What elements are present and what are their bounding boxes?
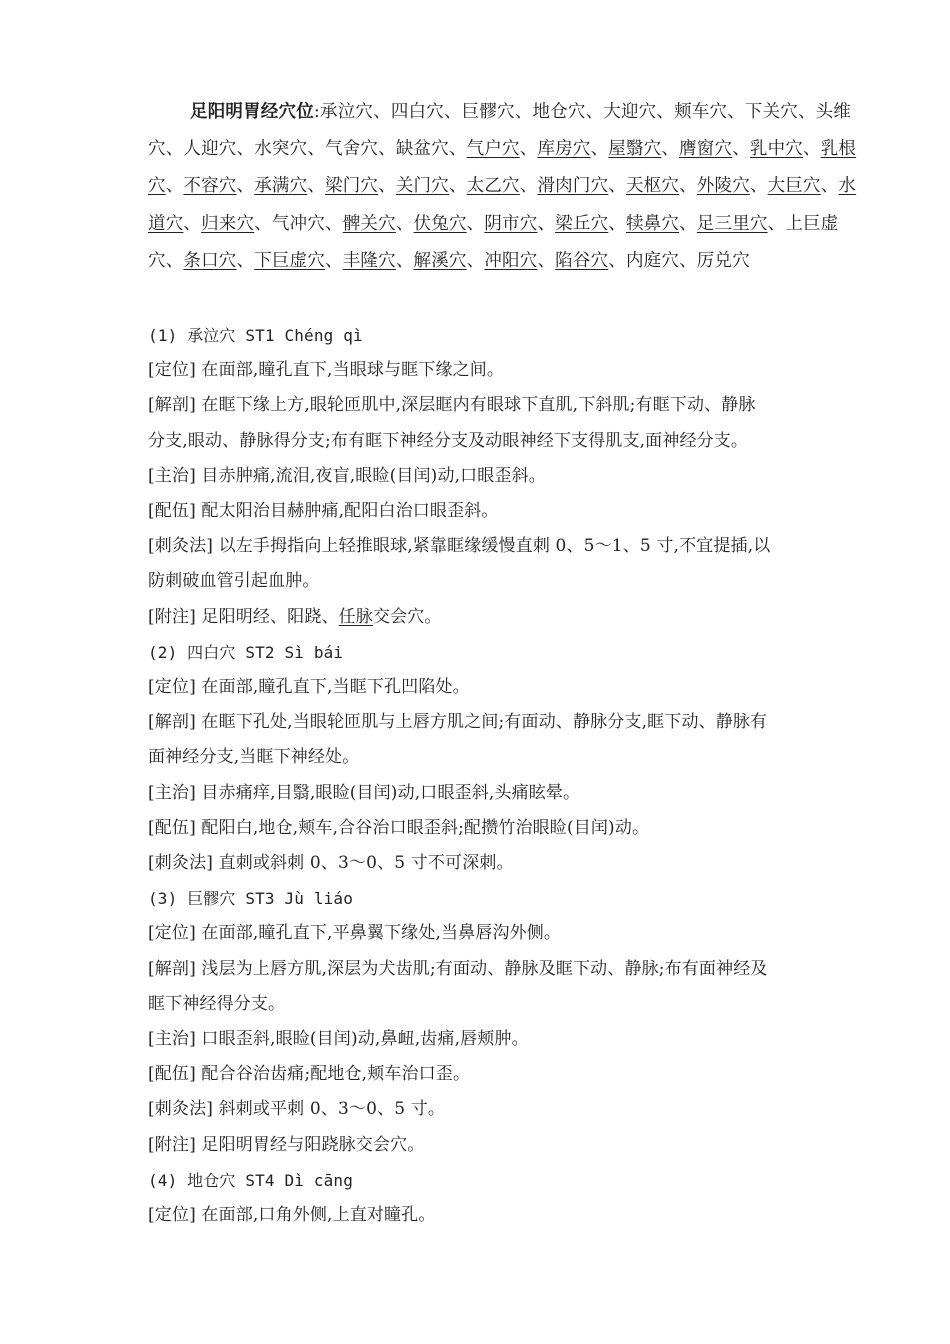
point-name: 屋翳穴 [608, 139, 662, 160]
separator: 、 [443, 102, 462, 122]
point-name: 厉兑穴 [696, 250, 750, 271]
point-name: 滑肉门穴 [537, 176, 609, 197]
point-name: 库房穴 [537, 139, 591, 160]
point-name: 梁门穴 [325, 176, 379, 197]
text-line: [配伍] 配太阳治目赫肿痛,配阳白治口眼歪斜。 [148, 501, 499, 522]
point-name: 水突穴 [254, 139, 308, 160]
point-name: 外陵穴 [696, 176, 750, 197]
separator: 、 [378, 139, 396, 160]
separator: 、 [307, 139, 326, 160]
text-line: 眶下神经得分支。 [148, 993, 286, 1014]
point-name: 膺窗穴 [679, 139, 733, 160]
text-line: 分支,眼动、静脉得分支;布有眶下神经分支及动眼神经下支得肌支,面神经分支。 [148, 430, 749, 451]
point-name: 水道穴 [148, 176, 857, 234]
separator: 、 [236, 250, 255, 271]
point-name: 解溪穴 [413, 250, 467, 271]
text-line: 防刺破血管引起血肿。 [148, 571, 320, 592]
text-line: [主治] 目赤痛痒,目翳,眼睑(目闰)动,口眼歪斜,头痛眩晕。 [148, 782, 581, 803]
text-line: [定位] 在面部,瞳孔直下,当眼球与眶下缘之间。 [148, 360, 505, 381]
text-segment: 交会穴。 [372, 606, 442, 627]
text-line: [主治] 目赤肿痛,流泪,夜盲,眼睑(目闰)动,口眼歪斜。 [148, 465, 546, 486]
separator: 、 [395, 213, 414, 234]
point-name: 归来穴 [201, 213, 255, 234]
separator: 、 [608, 250, 626, 271]
point-name: 乳中穴 [749, 139, 804, 160]
point-name: 关门穴 [395, 176, 449, 197]
point-names [148, 102, 856, 271]
point-name: 大迎穴 [603, 102, 657, 122]
point-name: 巨髎穴 [461, 102, 515, 122]
separator: 、 [165, 176, 184, 197]
meridian-point-list [148, 94, 860, 280]
point-name: 气冲穴 [271, 213, 326, 234]
text-line: [刺灸法] 以左手拇指向上轻推眼球,紧靠眶缘缓慢直刺 0、5～1、5 寸,不宜提插,以 [148, 536, 771, 557]
text-line: [配伍] 配阳白,地仓,颊车,合谷治口眼歪斜;配攒竹治眼睑(目闰)动。 [148, 817, 650, 838]
point-name: 陷谷穴 [555, 250, 609, 271]
separator: 、 [236, 176, 255, 197]
point-name: 犊鼻穴 [625, 213, 680, 234]
separator: 、 [519, 176, 538, 197]
text-line: [定位] 在面部,瞳孔直下,平鼻翼下缘处,当鼻唇沟外侧。 [148, 923, 562, 944]
separator: 、 [727, 102, 745, 122]
separator: 、 [183, 213, 202, 234]
underlined-term: 任脉 [338, 606, 373, 627]
text-line: [定位] 在面部,瞳孔直下,当眶下孔凹陷处。 [148, 677, 470, 698]
separator: 、 [679, 250, 697, 271]
point-name: 头维穴 [148, 102, 852, 160]
text-line: [定位] 在面部,口角外侧,上直对瞳孔。 [148, 1205, 436, 1226]
point-name: 缺盆穴 [395, 139, 449, 160]
point-name: 地仓穴 [532, 102, 586, 122]
separator: 、 [395, 250, 414, 271]
text-line: [附注] 足阳明胃经与阳跷脉交会穴。 [148, 1134, 425, 1155]
point-name: 足三里穴 [696, 213, 768, 234]
separator: 、 [466, 213, 485, 234]
separator: 、 [767, 213, 786, 234]
point-name: 乳根穴 [148, 139, 857, 197]
point-name: 冲阳穴 [484, 250, 538, 271]
separator: 、 [798, 102, 816, 122]
separator: 、 [656, 102, 675, 122]
separator: 、 [608, 213, 626, 234]
separator: 、 [679, 213, 697, 234]
separator: 、 [590, 139, 609, 160]
text-segment: [附注] 足阳明经、阳跷、 [148, 606, 339, 627]
point-name: 太乙穴 [466, 176, 520, 197]
text-line: [主治] 口眼歪斜,眼睑(目闰)动,鼻衄,齿痛,唇颊肿。 [148, 1029, 529, 1050]
separator: 、 [236, 139, 255, 160]
separator: 、 [448, 139, 467, 160]
separator: 、 [820, 176, 839, 197]
separator: 、 [373, 102, 391, 122]
point-name: 上巨虚穴 [148, 213, 839, 271]
point-name: 下巨虚穴 [254, 250, 326, 271]
text-line: [解剖] 在眶下孔处,当眼轮匝肌与上唇方肌之间;有面动、静脉分支,眶下动、静脉有 [148, 712, 768, 733]
text-line [148, 600, 860, 635]
separator: 、 [803, 139, 821, 160]
text-line: [配伍] 配合谷治齿痛;配地仓,颊车治口歪。 [148, 1064, 471, 1085]
text-line: 面神经分支,当眶下神经处。 [148, 747, 360, 768]
separator: 、 [537, 250, 556, 271]
point-name: 梁丘穴 [555, 213, 609, 234]
point-title-line: (4) 地仓穴 ST4 Dì cāng [148, 1170, 353, 1190]
separator: 、 [165, 139, 184, 160]
point-name: 不容穴 [183, 176, 237, 197]
separator: 、 [448, 176, 467, 197]
heading-colon: : [313, 102, 321, 122]
point-name: 四白穴 [390, 102, 444, 122]
text-line: [解剖] 浅层为上唇方肌,深层为犬齿肌;有面动、静脉及眶下动、静脉;布有面神经及 [148, 958, 768, 979]
point-name: 承泣穴 [320, 102, 374, 122]
section-heading: 足阳明胃经穴位 [190, 102, 314, 122]
point-name: 阴市穴 [484, 213, 538, 234]
point-name: 下关穴 [744, 102, 798, 122]
separator: 、 [466, 250, 485, 271]
separator: 、 [325, 250, 343, 271]
text-line: [刺灸法] 直刺或斜刺 0、3～0、5 寸不可深刺。 [148, 853, 514, 874]
point-name: 气户穴 [466, 139, 520, 160]
separator: 、 [378, 176, 396, 197]
separator: 、 [537, 213, 556, 234]
separator: 、 [165, 250, 184, 271]
text-line: [刺灸法] 斜刺或平刺 0、3～0、5 寸。 [148, 1099, 446, 1120]
point-name: 髀关穴 [342, 213, 396, 234]
separator: 、 [307, 176, 326, 197]
separator: 、 [514, 102, 533, 122]
point-name: 条口穴 [183, 250, 237, 271]
separator: 、 [749, 176, 768, 197]
text-line: [解剖] 在眶下缘上方,眼轮匝肌中,深层眶内有眼球下直肌,下斜肌;有眶下动、静脉 [148, 395, 756, 416]
point-name: 丰隆穴 [342, 250, 396, 271]
separator: 、 [661, 139, 680, 160]
point-name: 天枢穴 [625, 176, 680, 197]
separator: 、 [519, 139, 538, 160]
separator: 、 [325, 213, 343, 234]
point-name: 人迎穴 [183, 139, 237, 160]
point-name: 气舍穴 [325, 139, 379, 160]
point-name: 大巨穴 [767, 176, 821, 197]
point-name: 伏兔穴 [413, 213, 467, 234]
separator: 、 [254, 213, 272, 234]
point-details [148, 318, 860, 1233]
point-name: 承满穴 [254, 176, 308, 197]
separator: 、 [732, 139, 750, 160]
separator: 、 [608, 176, 626, 197]
separator: 、 [585, 102, 604, 122]
point-title-line: (2) 四白穴 ST2 Sì bái [148, 642, 344, 662]
point-name: 颊车穴 [674, 102, 728, 122]
point-name: 内庭穴 [625, 250, 680, 271]
point-title-line: (3) 巨髎穴 ST3 Jù liáo [148, 889, 353, 909]
point-title-line: (1) 承泣穴 ST1 Chéng qì [148, 326, 363, 345]
separator: 、 [679, 176, 697, 197]
